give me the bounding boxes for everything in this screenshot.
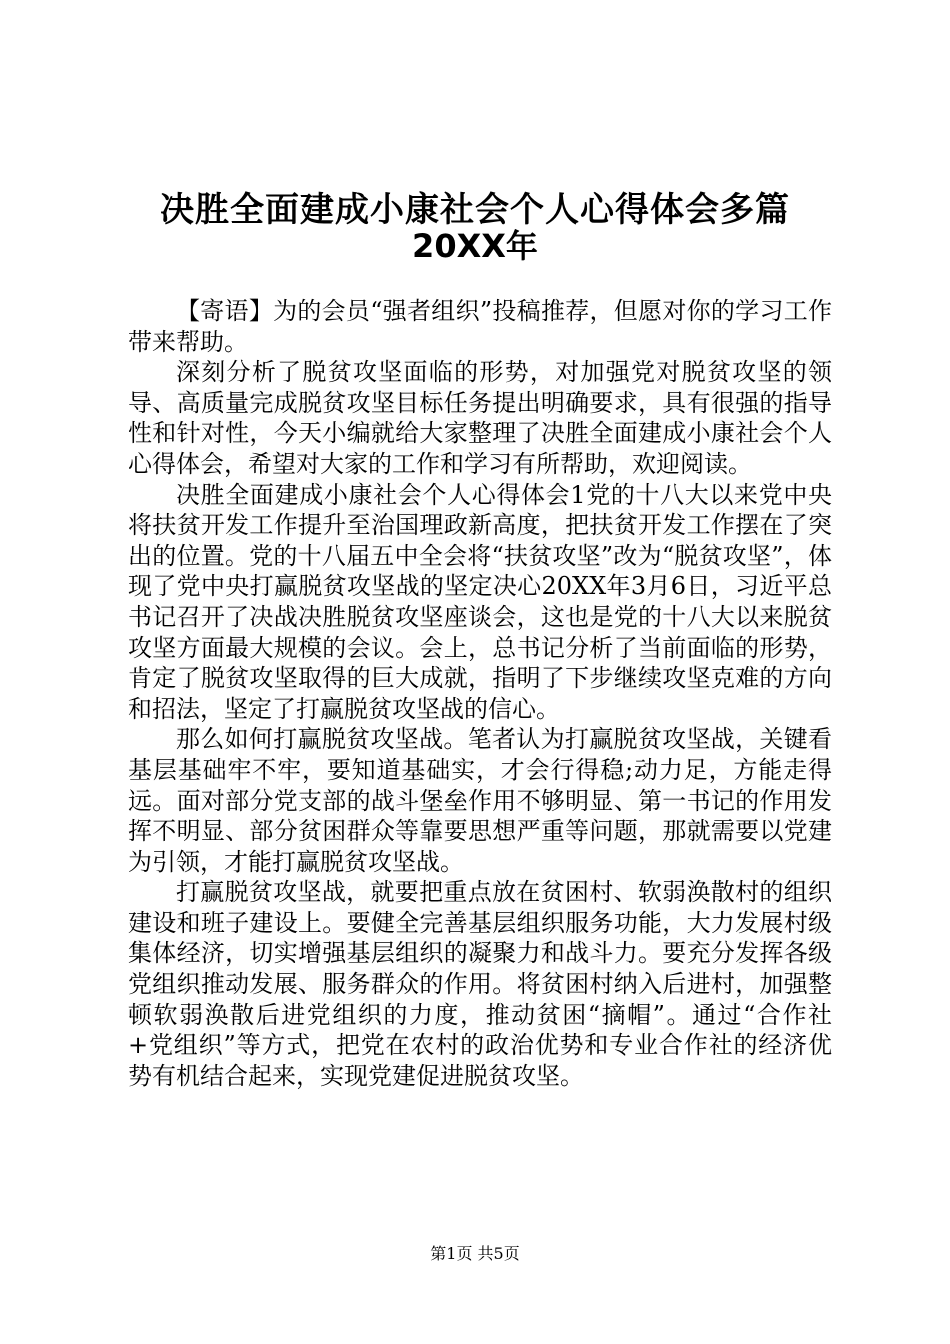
document-title-line2: 20XX年 [412,227,538,265]
paragraph-intro: 深刻分析了脱贫攻坚面临的形势，对加强党对脱贫攻坚的领导、高质量完成脱贫攻坚目标任务提出明确要求，具有很强的指导性和针对性，今天小编就给大家整理了决胜全面建成小康社会个人心得体会，希望对大家的工作和学习有所帮助，欢迎阅读。 [128,358,832,478]
document-body [128,296,832,1091]
paragraph-preface: 【寄语】为的会员“强者组织”投稿推荐，但愿对你的学习工作带来帮助。 [128,297,832,356]
document-title-line1: 决胜全面建成小康社会个人心得体会多篇 [160,190,790,230]
paragraph-2: 那么如何打赢脱贫攻坚战。笔者认为打赢脱贫攻坚战，关键看基层基础牢不牢，要知道基础实，才会行得稳;动力足，方能走得远。面对部分党支部的战斗堡垒作用不够明显、第一书记的作用发挥不明显、部分贫困群众等靠要思想严重等问题，那就需要以党建为引领，才能打赢脱贫攻坚战。 [128,725,832,876]
paragraph-1: 决胜全面建成小康社会个人心得体会1党的十八大以来党中央将扶贫开发工作提升至治国理政新高度，把扶贫开发工作摆在了突出的位置。党的十八届五中全会将“扶贫攻坚”改为“脱贫攻坚”，体现了党中央打赢脱贫攻坚战的坚定决心20XX年3月6日，习近平总书记召开了决战决胜脱贫攻坚座谈会，这也是党的十八大以来脱贫攻坚方面最大规模的会议。会上，总书记分析了当前面临的形势，肯定了脱贫攻坚取得的巨大成就，指明了下步继续攻坚克难的方向和招法，坚定了打赢脱贫攻坚战的信心。 [128,480,832,723]
paragraph-3: 打赢脱贫攻坚战，就要把重点放在贫困村、软弱涣散村的组织建设和班子建设上。要健全完善基层组织服务功能，大力发展村级集体经济，切实增强基层组织的凝聚力和战斗力。要充分发挥各级党组织推动发展、服务群众的作用。将贫困村纳入后进村，加强整顿软弱涣散后进党组织的力度，推动贫困“摘帽”。通过“合作社+党组织”等方式，把党在农村的政治优势和专业合作社的经济优势有机结合起来，实现党建促进脱贫攻坚。 [128,878,832,1090]
page-footer: 第1页 共5页 [430,1244,520,1263]
